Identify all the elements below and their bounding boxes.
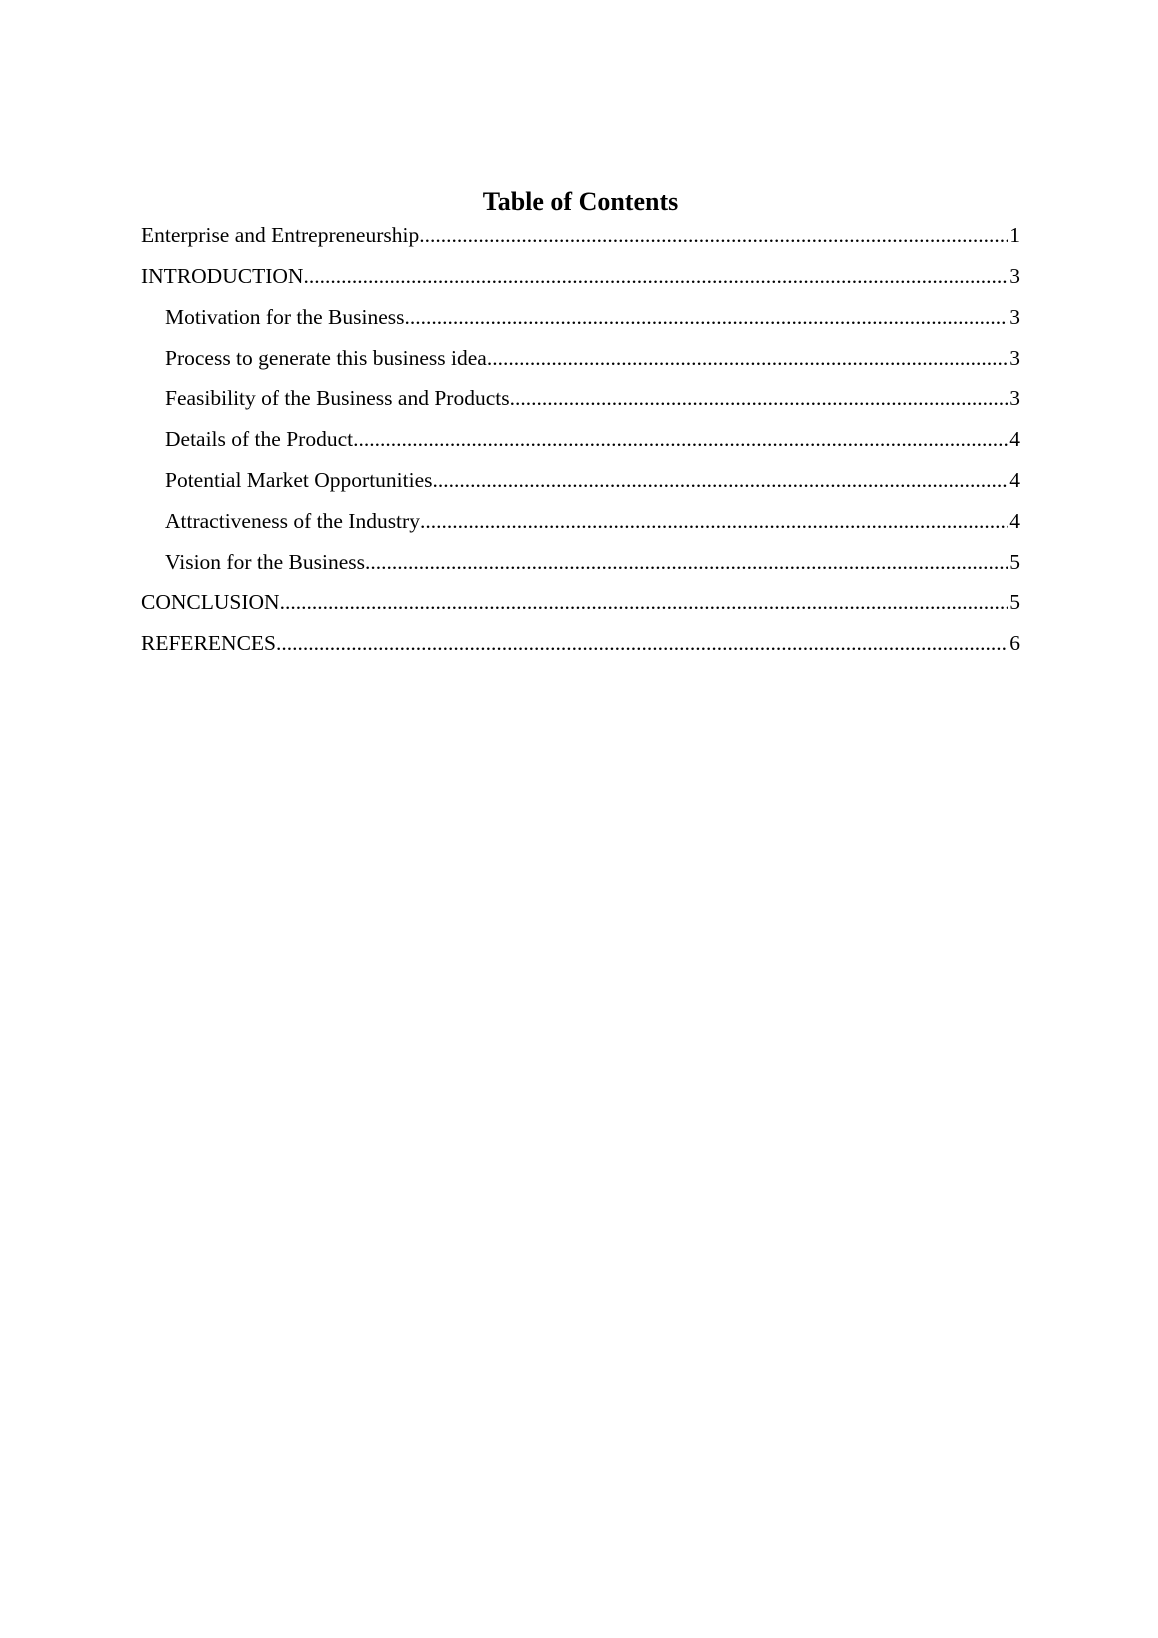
toc-page-number: 3 [1009,264,1020,288]
table-of-contents [141,184,1020,664]
toc-dot-leader [353,419,1008,460]
toc-dot-leader [365,542,1008,583]
toc-entry-label: CONCLUSION [141,590,280,615]
toc-page-number: 5 [1009,590,1020,615]
toc-entry-label: Feasibility of the Business and Products [165,386,510,411]
toc-entry-label: Details of the Product [165,427,354,452]
toc-entry-label: Enterprise and Entrepreneurship [141,223,420,247]
toc-page-number: 4 [1009,467,1020,492]
toc-entry-label: INTRODUCTION [141,264,304,288]
toc-entry-vision-for-the-business[interactable] [141,542,1020,583]
toc-list [141,220,1020,664]
toc-entry-potential-market-opportunities[interactable] [141,460,1020,501]
toc-title: Table of Contents [482,187,679,216]
toc-entry-label: Vision for the Business [165,549,365,574]
toc-page-number: 5 [1009,549,1020,574]
toc-page-number: 3 [1009,345,1020,370]
toc-entry-process-to-generate-business-idea[interactable] [141,338,1020,379]
toc-dot-leader [280,582,1009,623]
toc-page-number: 3 [1009,386,1020,411]
toc-entry-conclusion[interactable] [141,582,1020,623]
toc-dot-leader [404,297,1008,338]
toc-entry-attractiveness-of-the-industry[interactable] [141,501,1020,542]
toc-dot-leader [510,378,1009,419]
toc-page-number: 4 [1009,508,1020,533]
toc-entry-references[interactable] [141,623,1020,664]
toc-page-number: 1 [1009,223,1020,247]
toc-entry-label: Motivation for the Business [165,304,405,329]
toc-entry-feasibility-of-business-and-products[interactable] [141,378,1020,419]
toc-dot-leader [303,256,1008,297]
toc-dot-leader [420,501,1008,542]
toc-entry-label: REFERENCES [141,631,276,656]
toc-entry-introduction[interactable] [141,256,1020,297]
toc-page-number: 4 [1009,427,1020,452]
toc-dot-leader [487,338,1008,379]
toc-entry-details-of-the-product[interactable] [141,419,1020,460]
toc-entry-label: Attractiveness of the Industry [165,508,420,533]
toc-dot-leader [419,220,1008,250]
toc-entry-label: Process to generate this business idea [165,345,487,370]
toc-entry-label: Potential Market Opportunities [165,467,433,492]
toc-entry-motivation-for-the-business[interactable] [141,297,1020,338]
toc-page-number: 3 [1009,304,1020,329]
toc-dot-leader [433,460,1009,501]
toc-page-number: 6 [1009,631,1020,656]
toc-dot-leader [276,623,1008,664]
toc-entry-enterprise-and-entrepreneurship[interactable] [141,220,1020,256]
